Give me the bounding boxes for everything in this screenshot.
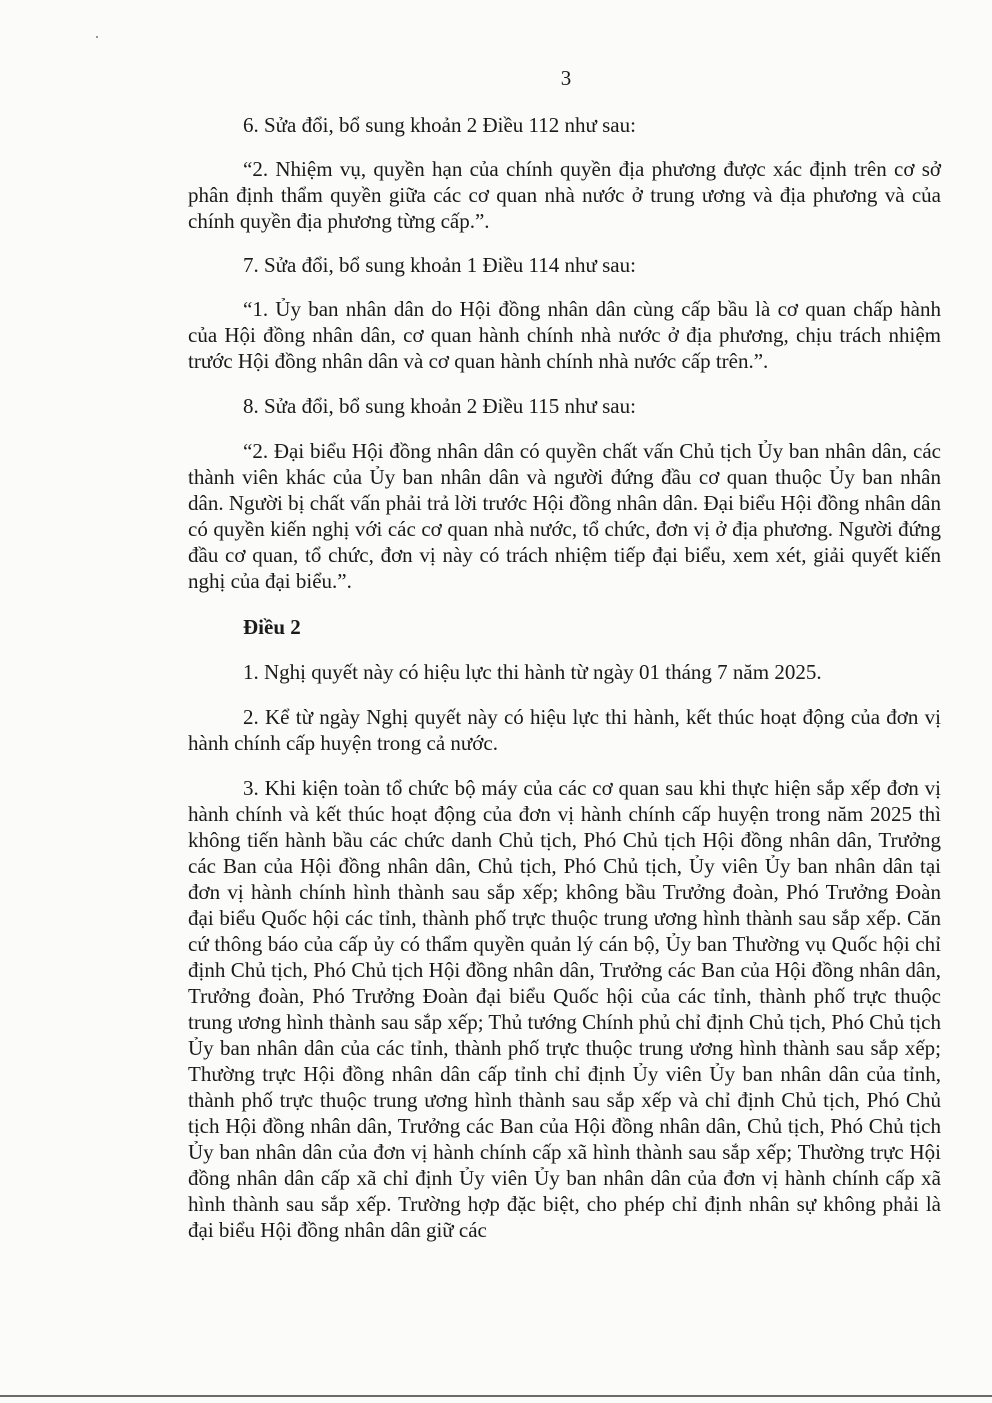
amendment-6-intro: 6. Sửa đổi, bổ sung khoản 2 Điều 112 như sau: [243, 113, 636, 137]
article-2-heading: Điều 2 [243, 615, 301, 639]
scan-bottom-edge [0, 1395, 992, 1397]
article-2-clause-2: 2. Kể từ ngày Nghị quyết này có hiệu lực thi hành, kết thúc hoạt động của đơn vị hành chính cấp huyện trong cả nước. [188, 705, 941, 755]
scan-speck [96, 36, 98, 38]
amendment-7-text: “1. Ủy ban nhân dân do Hội đồng nhân dân cùng cấp bầu là cơ quan chấp hành của Hội đồng nhân dân, cơ quan hành chính nhà nước ở địa phương, chịu trách nhiệm trước Hội đồng nhân dân và cơ quan hành chính nhà nước cấp trên.”. [188, 297, 941, 373]
amendment-7-intro: 7. Sửa đổi, bổ sung khoản 1 Điều 114 như sau: [243, 253, 636, 277]
document-body [188, 112, 941, 1243]
amendment-6-text: “2. Nhiệm vụ, quyền hạn của chính quyền địa phương được xác định trên cơ sở phân định thẩm quyền giữa các cơ quan nhà nước ở trung ương và địa phương và của chính quyền địa phương từng cấp.”. [188, 157, 941, 233]
page-number: 3 [560, 66, 572, 90]
amendment-8-intro: 8. Sửa đổi, bổ sung khoản 2 Điều 115 như sau: [243, 394, 636, 418]
article-2-clause-1: 1. Nghị quyết này có hiệu lực thi hành từ ngày 01 tháng 7 năm 2025. [243, 660, 822, 684]
amendment-8-text: “2. Đại biểu Hội đồng nhân dân có quyền chất vấn Chủ tịch Ủy ban nhân dân, các thành viên khác của Ủy ban nhân dân và người đứng đầu cơ quan thuộc Ủy ban nhân dân. Người bị chất vấn phải trả lời trước Hội đồng nhân dân. Đại biểu Hội đồng nhân dân có quyền kiến nghị với các cơ quan nhà nước, tổ chức, đơn vị ở địa phương. Người đứng đầu cơ quan, tổ chức, đơn vị này có trách nhiệm tiếp đại biểu, xem xét, giải quyết kiến nghị của đại biểu.”. [188, 439, 941, 593]
article-2-clause-3: 3. Khi kiện toàn tổ chức bộ máy của các cơ quan sau khi thực hiện sắp xếp đơn vị hành chính và kết thúc hoạt động của đơn vị hành chính cấp huyện trong năm 2025 thì không tiến hành bầu các chức danh Chủ tịch, Phó Chủ tịch Hội đồng nhân dân, Trưởng các Ban của Hội đồng nhân dân, Chủ tịch, Phó Chủ tịch, Ủy viên Ủy ban nhân dân tại đơn vị hành chính hình thành sau sắp xếp; không bầu Trưởng đoàn, Phó Trưởng Đoàn đại biểu Quốc hội các tỉnh, thành phố trực thuộc trung ương hình thành sau sắp xếp. Căn cứ thông báo của cấp ủy có thẩm quyền quản lý cán bộ, Ủy ban Thường vụ Quốc hội chỉ định Chủ tịch, Phó Chủ tịch Hội đồng nhân dân, Trưởng các Ban của Hội đồng nhân dân, Trưởng đoàn, Phó Trưởng Đoàn đại biểu Quốc hội của các tỉnh, thành phố trực thuộc trung ương hình thành sau sắp xếp; Thủ tướng Chính phủ chỉ định Chủ tịch, Phó Chủ tịch Ủy ban nhân dân của các tỉnh, thành phố trực thuộc trung ương hình thành sau sắp xếp; Thường trực Hội đồng nhân dân cấp tỉnh chỉ định Ủy viên Ủy ban nhân dân của tỉnh, thành phố trực thuộc trung ương hình thành sau sắp xếp và chỉ định Chủ tịch, Phó Chủ tịch Hội đồng nhân dân, Trưởng các Ban của Hội đồng nhân dân, Chủ tịch, Phó Chủ tịch Ủy ban nhân dân của đơn vị hành chính cấp xã hình thành sau sắp xếp; Thường trực Hội đồng nhân dân cấp xã chỉ định Ủy viên Ủy ban nhân dân của đơn vị hành chính cấp xã hình thành sau sắp xếp. Trường hợp đặc biệt, cho phép chỉ định nhân sự không phải là đại biểu Hội đồng nhân dân giữ các [188, 776, 941, 1242]
